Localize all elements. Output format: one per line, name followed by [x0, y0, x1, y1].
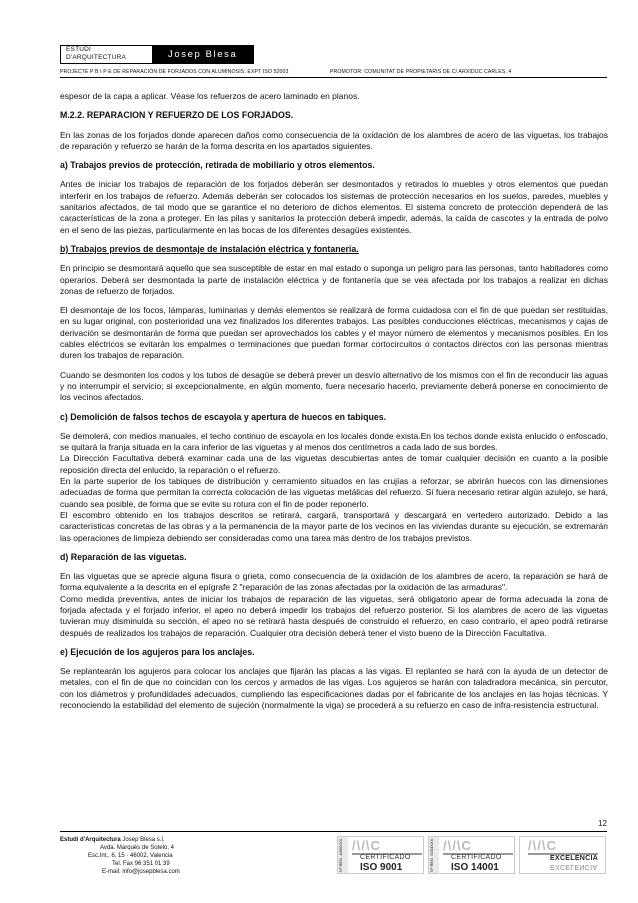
heading-m22: M.2.2. REPARACION Y REFUERZO DE LOS FORJADOS.: [60, 110, 294, 121]
firm-name-bold: Estudi d'Arquitectura: [60, 837, 121, 843]
heading-d: d) Reparación de las viguetas.: [60, 551, 187, 562]
cert3-label: EXCELENCIA: [550, 855, 599, 862]
paragraph-c4: El escombro obtenido en los trabajos descritos se retirará, cargará, transportará y descargará en vertedero autorizado. Debido a las características concretas de las obras y a la permanencia de la mayor parte de los vecinos en las viviendas durante su ejecución, se extremarán las operaciones de limpieza debiendo ser consideradas como una tarea más dentro de los trabajos previstos.: [60, 509, 608, 543]
footer-divider: [60, 831, 607, 832]
address-line1: Avda. Marqués de Sotelo, 4: [100, 845, 174, 851]
cert3-label-mirror: EXCELENCIA: [550, 863, 598, 870]
email-line: E-mail: info@josepblesa.com: [102, 869, 180, 875]
estudi-line1: ESTUDI: [66, 46, 92, 53]
paragraph-c2: La Dirección Facultativa deberá examinar cada una de las viguetas descubiertas antes de tomar cualquier decisión en cuanto a la posible reposición directa del enlucido, la reparación o el refuerzo.: [60, 453, 608, 475]
cert1-iso: ISO 9001: [360, 862, 403, 873]
paragraph-d2: Como medida preventiva, antes de iniciar los trabajos de reparación de las viguetas, será obligatorio apear de forma adecuada la zona de forjada afectada y el forjado inferior, el apeo no deberá impedir los trabajos del refuerzo posterior. Si los alambres de acero de las viguetas tuvieran muy disminuida su sección, el apeo no se retirará hasta después de construido el refuerzo, en caso contrario, el apeo podrá retirarse después de realizados los trabajos de reparación. Cualquier otra decisión deberá tener el visto bueno de la Dirección Facultativa.: [60, 593, 608, 638]
heading-c: c) Demolición de falsos techos de escayola y apertura de huecos en tabiques.: [60, 411, 387, 422]
certifications: [337, 836, 606, 874]
cert2-iso: ISO 14001: [451, 862, 499, 873]
firm-name-rest: Josep Blesa s.l.: [120, 837, 165, 843]
paragraph-b1: En principio se desmontará aquello que sea susceptible de estar en mal estado o suponga un peligro para las personas, tanto habitadores como operarios. Deberá ser desmontada la parte de instalación eléctrica y de fontanería que se vea afectada por los trabajos a realizar en dichas zonas de refuerzo de forjados.: [60, 263, 608, 296]
iso-14001-badge: [428, 836, 515, 874]
document-body: [60, 91, 608, 719]
promoter-line: PROMOTOR: COMUNITAT DE PROPIETARIS DE C/ ARXIDUC CARLES, 4: [330, 69, 512, 75]
certification-logo-icon: /\/\C: [352, 839, 422, 855]
excellence-logo-icon: /\/\C: [528, 839, 598, 855]
paragraph-d1: En las viguetas que se aprecie alguna fisura o grieta, como consecuencia de la oxidación de los alambres de acero, la reparación se hará de forma equivalente a la descrita en el epígrafe 2 "reparación de las zonas afectadas por la oxidación de las armaduras".: [60, 571, 608, 593]
cert2-label: CERTIFICADO: [451, 854, 502, 861]
cert1-registration: Nº REG. 4000XXX: [338, 837, 348, 873]
cert1-label: CERTIFICADO: [360, 854, 411, 861]
paragraph-c3: En la parte superior de los tabiques de distribución y cerramiento situados en las crujías a reforzar, se abrirán huecos con las dimensiones adecuadas de forma que permitan la correcta colocación de las viguetas metálicas del refuerzo. Si fuera necesario retirar algún azulejo, se hará, cuando sea posible, de forma que se evite su rotura con el fin de poder reponerlo.: [60, 476, 608, 509]
cert2-registration: Nº REG. 5204XXX: [429, 837, 439, 873]
estudi-label: [61, 46, 152, 63]
paragraph-m22: En las zonas de los forjados donde aparecen daños como consecuencia de la oxidación de los alambres de acero de las viguetas, los trabajos de reparación y refuerzo se harán de la forma descrita en los apartados siguientes.: [60, 129, 608, 151]
heading-b: b) Trabajos previos de desmontaje de instalación eléctrica y fontanería.: [60, 243, 359, 254]
header-box: [60, 45, 254, 64]
excellence-badge: [519, 836, 606, 874]
header-divider: [60, 77, 607, 78]
footer-address: [60, 836, 180, 876]
iso-9001-badge: [337, 836, 424, 874]
paragraph-e: Se replantearán los agujeros para colocar los anclajes que fijarán las placas a las vigas. El replanteo se hará con la ayuda de un detector de metales, con el fin de que no coincidan con los cercos y armados de las vigas. Los agujeros se harán con taladradora mecánica, sin percutor, con los diámetros y profundidades adecuados, cumpliendo las especificaciones dadas por el fabricante de los anclajes en las hojas técnicas. Y reconociendo la estabilidad del elemento de sujeción (normalmente la viga) se procederá a su refuerzo en caso de infra-resistencia estructural.: [60, 666, 608, 711]
heading-e: e) Ejecución de los agujeros para los anclajes.: [60, 646, 255, 657]
phone-line: Tel. Fax 96 351 01 39: [112, 861, 170, 867]
project-line: PROJECTE P B I P E DE REPARACIÓN DE FORJADOS CON ALUMINOSIS. EXPT ISO 52003: [60, 69, 289, 75]
paragraph-intro: espesor de la capa a aplicar. Véase los refuerzos de acero laminado en planos.: [60, 91, 360, 101]
paragraph-b3: Cuando se desmonten los codos y los tubos de desagüe se deberá prever un desvío alternativo de los mismos con el fin de reconducir las aguas y no interrumpir el servicio; si excepcionalmente, en algún momento, fuera necesario hacerlo, previamente deberá ponerse en conocimiento de los vecinos afectados.: [60, 369, 608, 403]
paragraph-a: Antes de iniciar los trabajos de reparación de los forjados deberán ser desmontados y retirados lo muebles y otros elementos que puedan interferir en los trabajos de refuerzo. Además deberán ser colocados los sistemas de protección necesarios en los suelos, paredes, muebles y sanitarios afectados, de tal modo que se garantice el no deterioro de dichos elementos. El sistema concreto de protección dependerá de las características de la zona a proteger. En las pilas y sanitarios la protección deberá impedir, además, la caída de cascotes y la entrada de polvo en el seno de las piezas, particularmente en las bocas de los diferentes desagües existentes.: [60, 179, 608, 235]
estudi-line2: D'ARQUITECTURA: [66, 54, 127, 61]
paragraph-b2: El desmontaje de los focos, lámparas, luminarias y demás elementos se realizará de forma cuidadosa con el fin de que puedan ser restituidas, en su lugar original, con posterioridad una vez finalizados los diferentes trabajos. Las posibles conducciones eléctricas, mecanismos y cajas de derivación se desmontarán de forma que puedan ser aprovechados los cables y el mayor número de elementos y mecanismos posibles. En los cables eléctricos se evitarán los empalmes o terminaciones que puedan formar cortocircuitos o contactos directos con las personas mientras duren los trabajos de reparación.: [60, 305, 608, 361]
certification-logo-icon: /\/\C: [443, 839, 513, 855]
brand-name: Josep Blesa: [152, 46, 253, 63]
paragraph-c1: Se demolerá, con medios manuales, el techo continuo de escayola en los locales donde exista.En los techos donde exista enlucido o enfoscado, se quitará la franja situada en la cara inferior de las viguetas y al menos dos centímetros a cada lado de sus bordes.: [60, 430, 608, 453]
heading-a: a) Trabajos previos de protección, retirada de mobiliario y otros elementos.: [60, 160, 375, 171]
address-line2: Esc.Int., 6, 15 · 46002, Valencia: [88, 853, 173, 859]
page-number: 12: [598, 819, 607, 828]
